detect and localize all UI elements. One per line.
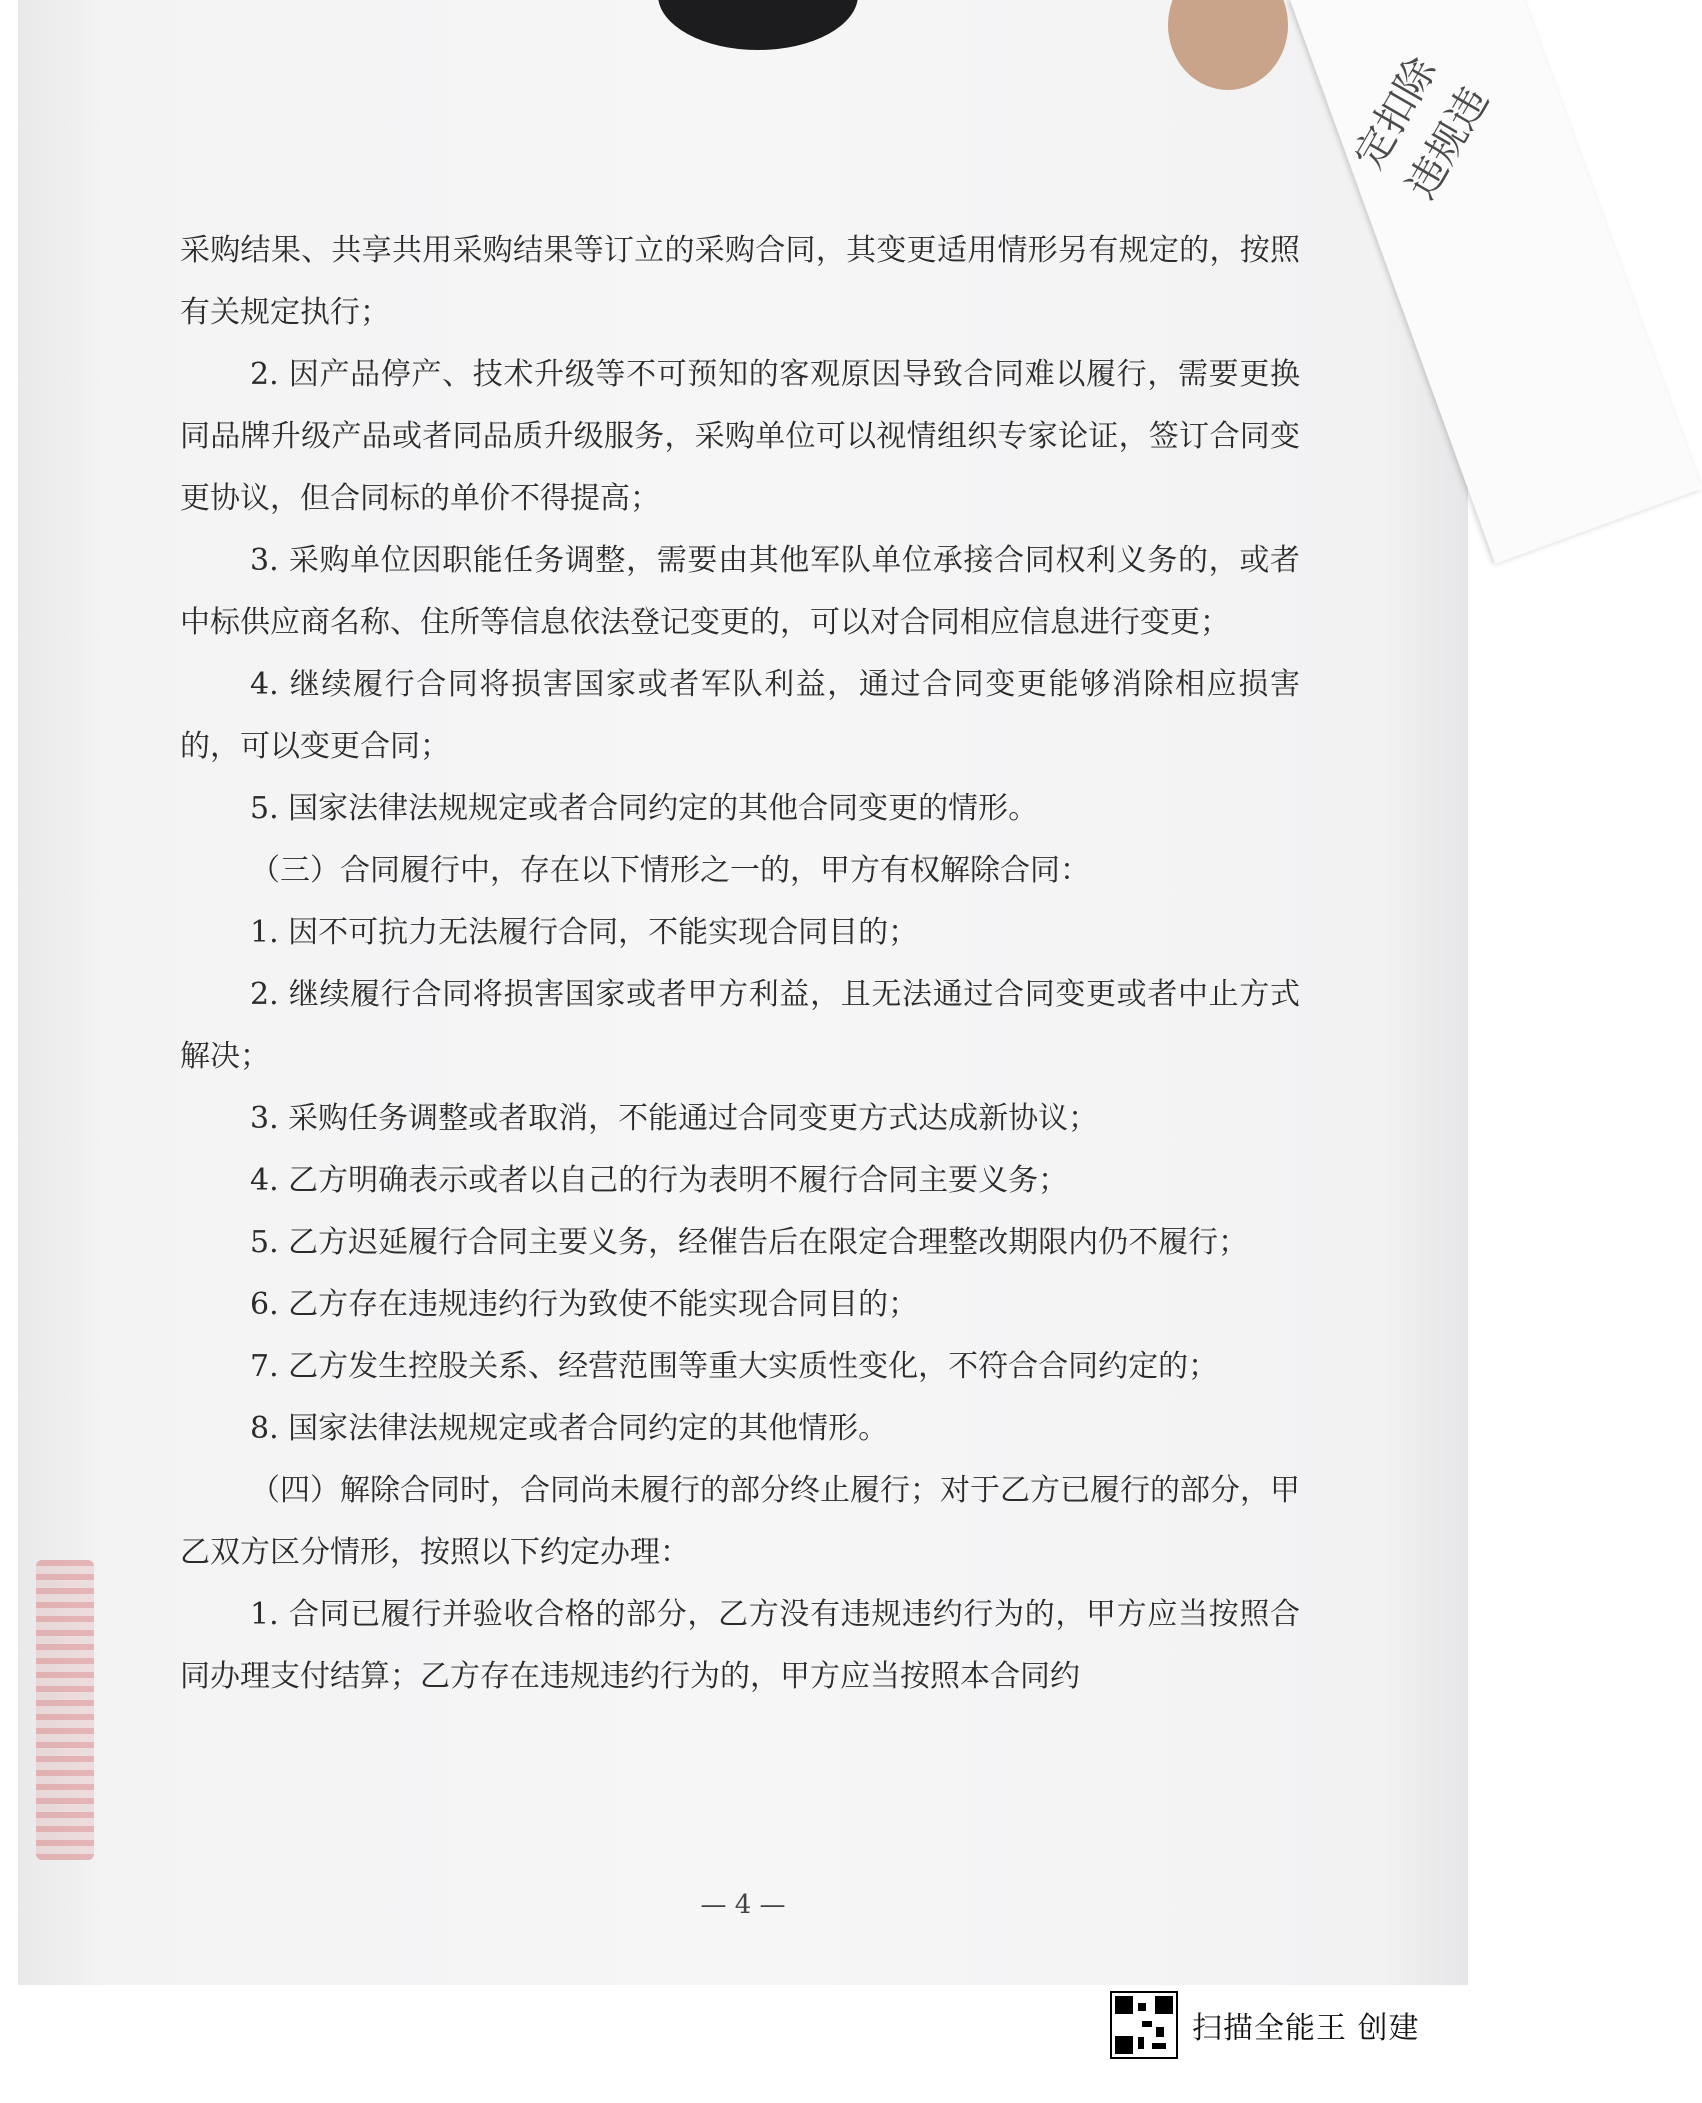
paragraph: 1. 因不可抗力无法履行合同，不能实现合同目的； [250,915,919,950]
paragraph: 2. 因产品停产、技术升级等不可预知的客观原因导致合同难以履行，需要更换同品牌升级产品或者同品质升级服务，采购单位可以视情组织专家论证，签订合同变更协议，但合同标的单价不得提高； [180,357,1300,516]
paragraph: 3. 采购单位因职能任务调整，需要由其他军队单位承接合同权利义务的，或者中标供应商名称、住所等信息依法登记变更的，可以对合同相应信息进行变更； [180,543,1300,640]
overlapping-page-text: 定扣除违规违 [1346,49,1498,207]
section-heading: （三）合同履行中，存在以下情形之一的，甲方有权解除合同： [250,853,1090,888]
document-body [180,220,1300,1708]
paragraph: 采购结果、共享共用采购结果等订立的采购合同，其变更适用情形另有规定的，按照有关规定执行； [180,233,1300,330]
qr-code-icon [1110,1991,1178,2059]
thumb [1168,0,1288,90]
paragraph: 3. 采购任务调整或者取消，不能通过合同变更方式达成新协议； [250,1101,1099,1136]
red-seal-stamp [36,1560,94,1860]
paragraph: 7. 乙方发生控股关系、经营范围等重大实质性变化，不符合合同约定的； [250,1349,1219,1384]
paragraph: 8. 国家法律法规规定或者合同约定的其他情形。 [250,1411,889,1446]
page-number: — 4 — [700,1890,786,1920]
finger-shadow [658,0,858,50]
scanner-watermark [1110,1990,1420,2060]
paragraph: 4. 继续履行合同将损害国家或者军队利益，通过合同变更能够消除相应损害的，可以变更合同； [180,667,1300,764]
paragraph: 4. 乙方明确表示或者以自己的行为表明不履行合同主要义务； [250,1163,1069,1198]
paragraph: 6. 乙方存在违规违约行为致使不能实现合同目的； [250,1287,919,1322]
paragraph: 1. 合同已履行并验收合格的部分，乙方没有违规违约行为的，甲方应当按照合同办理支付结算；乙方存在违规违约行为的，甲方应当按照本合同约 [180,1597,1300,1694]
paragraph: 5. 乙方迟延履行合同主要义务，经催告后在限定合理整改期限内仍不履行； [250,1225,1249,1260]
paragraph: 5. 国家法律法规规定或者合同约定的其他合同变更的情形。 [250,791,1039,826]
watermark-text: 扫描全能王 创建 [1192,2011,1420,2046]
paragraph: 2. 继续履行合同将损害国家或者甲方利益，且无法通过合同变更或者中止方式解决； [180,977,1300,1074]
section-heading: （四）解除合同时，合同尚未履行的部分终止履行；对于乙方已履行的部分，甲乙双方区分情形，按照以下约定办理： [180,1473,1300,1570]
